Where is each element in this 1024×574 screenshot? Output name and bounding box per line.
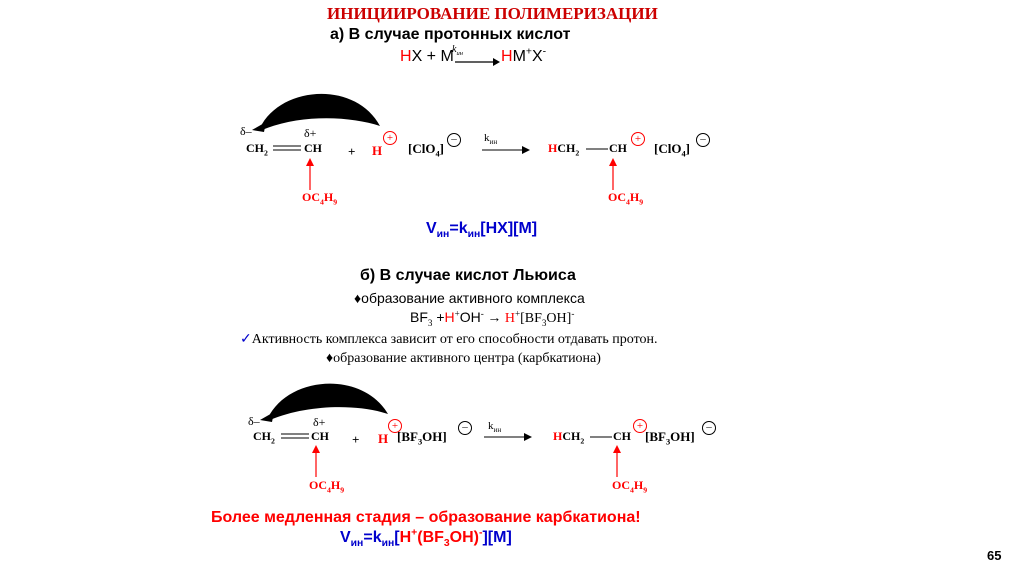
- oc4h9-a-left: $OC_4H_9$: [302, 190, 338, 207]
- oc4h9-b-right: $OC_4H_9$: [612, 478, 648, 495]
- diamond-bullet-icon: ♦: [326, 351, 334, 366]
- page-number: 65: [987, 548, 1002, 563]
- product-ch-a: CH: [609, 141, 627, 155]
- k-label-b: $k_{ин}$: [488, 420, 502, 435]
- general-equation: [400, 48, 454, 66]
- double-bond-a: [273, 145, 303, 153]
- inductive-arrow-b-left: [311, 445, 321, 477]
- product-anion-a: [ClO$_4$]: [654, 141, 691, 159]
- delta-plus-b: δ+: [313, 415, 326, 429]
- product-b: $HCH_2$: [553, 429, 585, 446]
- rate-equation-a: $V_{ин}=k_{ин}[HX][M]$: [426, 220, 538, 241]
- general-arrow: [455, 55, 500, 69]
- proton-b: H: [378, 431, 389, 446]
- product-a: $HCH_2$: [548, 141, 580, 158]
- double-bond-b: [281, 433, 311, 441]
- oc4h9-b-left: $OC_4H_9$: [309, 478, 345, 495]
- k-label-a: $k_{ин}$: [484, 132, 498, 147]
- bullet-active-center: ♦образование активного центра (карбкатиона): [326, 351, 601, 366]
- single-bond-b: [590, 436, 614, 440]
- product-anion-b: $[BF_3OH]$: [645, 429, 695, 447]
- ch-b: CH: [311, 429, 329, 443]
- plus-charge-b: +: [388, 419, 402, 433]
- inductive-arrow-a-right: [608, 158, 618, 190]
- product-plus-charge-b: +: [633, 419, 647, 433]
- product-minus-charge-b: –: [702, 421, 716, 435]
- slide-title: ИНИЦИИРОВАНИЕ ПОЛИМЕРИЗАЦИИ: [327, 4, 658, 23]
- plus-a: +: [348, 144, 356, 159]
- single-bond-a: [586, 148, 610, 152]
- general-h-left: H: [400, 48, 412, 65]
- minus-charge-b: –: [458, 421, 472, 435]
- reaction-arrow-a: [482, 145, 530, 155]
- product-ch-b: CH: [613, 429, 631, 443]
- general-x-plus-m: X + M: [411, 48, 454, 65]
- complex-equation: $BF_3 +H^+OH^- \to H^+[BF_3OH]^-$: [410, 308, 575, 328]
- section-b-heading: б) В случае кислот Льюиса: [360, 267, 576, 284]
- anion-a: [ClO$_4$]: [408, 141, 445, 159]
- ch2-b: $CH_2$: [253, 429, 275, 446]
- delta-plus-a: δ+: [304, 126, 317, 140]
- ch-a: CH: [304, 141, 322, 155]
- check-note: ✓Активность комплекса зависит от его способности отдавать протон.: [240, 332, 658, 347]
- general-product: HM+X-: [501, 46, 547, 65]
- proton-a: H: [372, 143, 383, 158]
- inductive-arrow-b-right: [612, 445, 622, 477]
- ch2-a: $CH_2$: [246, 141, 268, 158]
- reaction-arrow-b: [484, 432, 532, 442]
- bullet-complex: ♦образование активного комплекса: [354, 290, 585, 306]
- oc4h9-a-right: $OC_4H_9$: [608, 190, 644, 207]
- plus-b: +: [352, 432, 360, 447]
- inductive-arrow-a-left: [305, 158, 315, 190]
- anion-b: $[BF_3OH]$: [397, 429, 447, 447]
- minus-charge-a: –: [447, 133, 461, 147]
- plus-charge-a: +: [383, 131, 397, 145]
- product-plus-charge-a: +: [631, 132, 645, 146]
- general-k-label: $k_{ин}$: [452, 44, 463, 57]
- rate-equation-b: $V_{ин}=k_{ин}[H^+(BF_3OH)^-][M]$: [340, 527, 512, 550]
- slow-stage-note: Более медленная стадия – образование карбкатиона!: [211, 509, 641, 526]
- diamond-bullet-icon: ♦: [354, 290, 362, 306]
- delta-minus-a: δ–: [240, 124, 252, 138]
- section-a-heading: а) В случае протонных кислот: [330, 26, 571, 43]
- product-minus-charge-a: –: [696, 133, 710, 147]
- delta-minus-b: δ–: [248, 414, 260, 428]
- checkmark-icon: ✓: [240, 332, 252, 347]
